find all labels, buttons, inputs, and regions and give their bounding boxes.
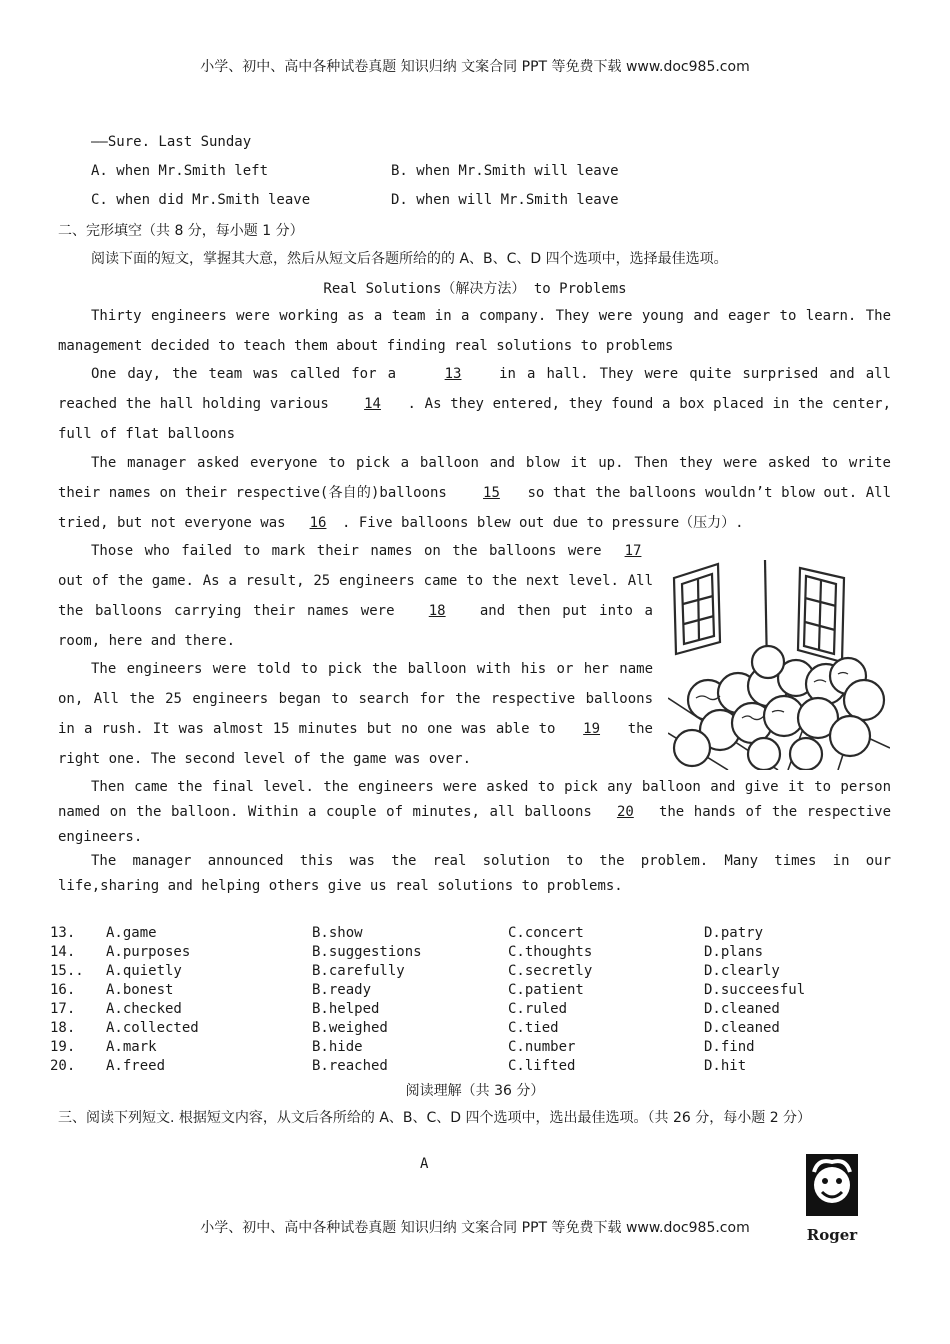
right-window [798,568,844,662]
q12-option-a: A. when Mr.Smith left [91,163,269,179]
passage-paragraph-5: The engineers were told to pick the balloon with his or her name on, All the 25 engineers began to search for the respective balloons in a rush. It was almost 15 minutes but no one was able to 19 the right one. The second level of the game was over. [58,661,653,767]
page-footer: 小学、初中、高中各种试卷真题 知识归纳 文案合同 PPT 等免费下载 www.doc985.com [200,1220,750,1236]
option-d: D.cleaned [704,1020,780,1036]
option-d: D.find [704,1039,755,1055]
blank-18: 18 [428,603,446,619]
balloons-room-illustration [668,558,890,770]
part-label: A [420,1156,429,1172]
roger-face-image [804,1152,860,1218]
section2-instruction: 阅读下面的短文，掌握其大意，然后从短文后各题所给的的 A、B、C、D 四个选项中，选择最佳选项。 [91,251,728,267]
passage-paragraph-7: The manager announced this was the real solution to the problem. Many times in our life,sharing and helping others give us real solutions to problems. [58,853,891,894]
q12-option-c: C. when did Mr.Smith leave [91,192,311,208]
reading-heading: 阅读理解（共 36 分） [405,1083,545,1099]
option-d: D.plans [704,944,764,960]
option-number: 19. [50,1039,76,1055]
option-d: D.succeesful [704,982,806,998]
option-number: 14. [50,944,76,960]
left-window [674,564,720,654]
option-number: 17. [50,1001,76,1017]
option-b: B.carefully [312,963,405,979]
blank-15: 15 [483,485,500,501]
option-number: 15.. [50,963,84,979]
option-b: B.weighed [312,1020,388,1036]
option-c: C.lifted [508,1058,576,1074]
option-number: 18. [50,1020,76,1036]
option-d: D.clearly [704,963,780,979]
option-c: C.secretly [508,963,593,979]
section3-heading: 三、阅读下列短文. 根据短文内容，从文后各所给的 A、B、C、D 四个选项中，选出最佳选项。（共 26 分，每小题 2 分） [58,1110,812,1126]
option-number: 20. [50,1058,76,1074]
section2-heading: 二、完形填空（共 8 分，每小题 1 分） [58,223,304,239]
option-a: A.game [106,925,157,941]
option-b: B.hide [312,1039,363,1055]
blank-20: 20 [616,804,634,820]
option-b: B.reached [312,1058,388,1074]
option-c: C.number [508,1039,576,1055]
passage-title: Real Solutions（解决方法） to Problems [323,281,627,297]
passage-paragraph-3: The manager asked everyone to pick a balloon and blow it up. Then they were asked to write their names on their respective(各自的)balloons 15 so that the balloons wouldn’t blow out. All tried, but not everyone was 16 . Five balloons blew out due to pressure（压力）. [58,448,891,538]
option-a: A.bonest [106,982,174,998]
option-c: C.ruled [508,1001,568,1017]
option-a: A.quietly [106,963,182,979]
q12-option-b: B. when Mr.Smith will leave [391,163,619,179]
option-b: B.helped [312,1001,380,1017]
option-c: C.thoughts [508,944,593,960]
option-c: C.tied [508,1020,559,1036]
q12-option-d: D. when will Mr.Smith leave [391,192,619,208]
roger-caption: Roger [806,1226,858,1244]
blank-13: 13 [444,366,462,382]
blank-14: 14 [364,396,381,412]
option-a: A.mark [106,1039,157,1055]
blank-17: 17 [624,543,642,559]
blank-16: 16 [309,515,327,531]
option-b: B.suggestions [312,944,422,960]
option-a: A.freed [106,1058,166,1074]
option-a: A.purposes [106,944,191,960]
option-d: D.cleaned [704,1001,780,1017]
option-b: B.show [312,925,363,941]
option-d: D.patry [704,925,764,941]
q12-answer-line: ——Sure. Last Sunday [91,134,252,150]
passage-paragraph-4: Those who failed to mark their names on the balloons were 17 out of the game. As a result, 25 engineers came to the next level. All the balloons carrying their names were 18 and then put into a room, here and there. [58,536,653,656]
option-a: A.collected [106,1020,199,1036]
option-number: 16. [50,982,76,998]
option-b: B.ready [312,982,372,998]
passage-paragraph-6: Then came the final level. the engineers were asked to pick any balloon and give it to person named on the balloon. Within a couple of minutes, all balloons 20 the hands of the respective engineers. [58,779,892,845]
page-header: 小学、初中、高中各种试卷真题 知识归纳 文案合同 PPT 等免费下载 www.doc985.com [200,59,750,75]
option-a: A.checked [106,1001,182,1017]
option-c: C.concert [508,925,584,941]
passage-paragraph-2: One day, the team was called for a 13 in a hall. They were quite surprised and all reached the hall holding various 14 . As they entered, they found a box placed in the center, full of flat balloons [58,359,891,449]
option-c: C.patient [508,982,584,998]
option-number: 13. [50,925,76,941]
passage-paragraph-1: Thirty engineers were working as a team in a company. They were young and eager to learn. The management decided to teach them about finding real solutions to problems [58,308,891,354]
blank-19: 19 [583,721,601,737]
option-d: D.hit [704,1058,747,1074]
